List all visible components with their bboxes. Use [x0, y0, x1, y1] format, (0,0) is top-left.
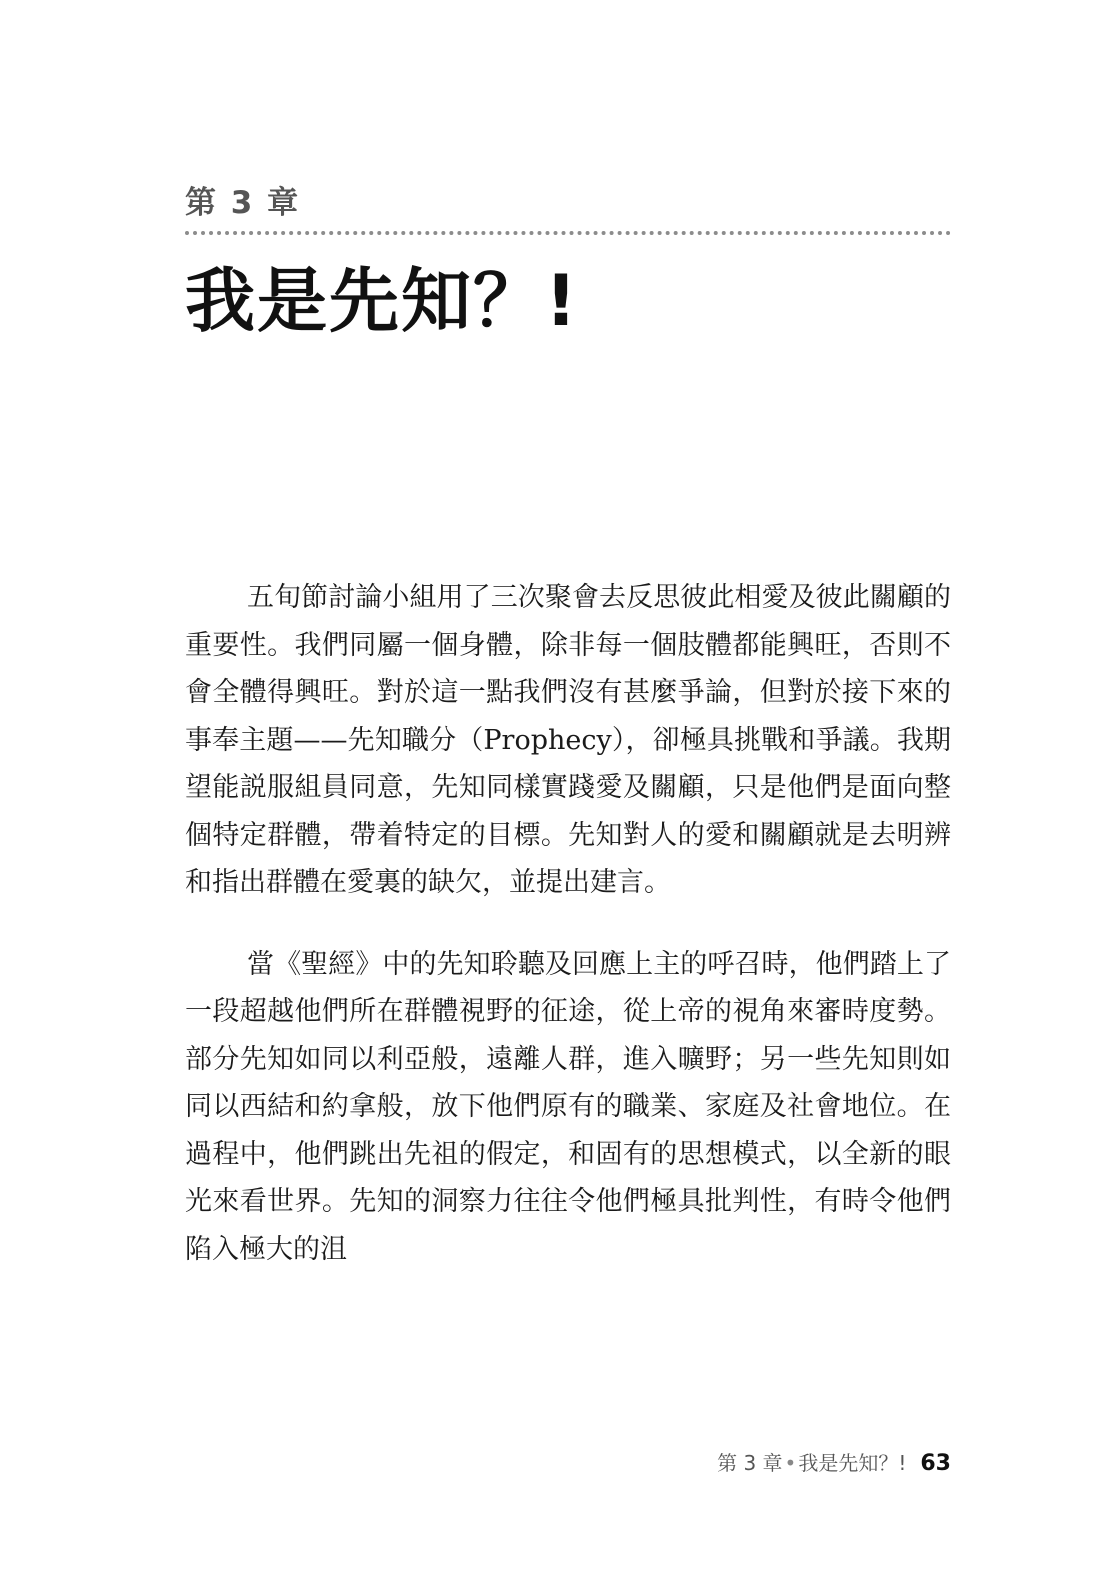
- paragraph: 當《聖經》中的先知聆聽及回應上主的呼召時，他們踏上了一段超越他們所在群體視野的征途，從上帝的視角來審時度勢。部分先知如同以利亞般，遠離人群，進入曠野；另一些先知則如同以西結和約拿般，放下他們原有的職業、家庭及社會地位。在過程中，他們跳出先祖的假定，和固有的思想模式，以全新的眼光來看世界。先知的洞察力往往令他們極具批判性，有時令他們陷入極大的沮: [185, 948, 951, 1265]
- page-number: 63: [920, 1451, 951, 1476]
- chapter-title: 我是先知？!: [185, 260, 579, 342]
- footer-separator: •: [784, 1451, 797, 1475]
- chapter-label: 第 3 章: [185, 185, 301, 221]
- footer-chapter: 第 3 章: [717, 1451, 783, 1475]
- paragraph: 五旬節討論小組用了三次聚會去反思彼此相愛及彼此關顧的重要性。我們同屬一個身體，除非每一個肢體都能興旺，否則不會全體得興旺。對於這一點我們沒有甚麼爭論，但對於接下來的事奉主題——先知職分（Prophecy），卻極具挑戰和爭議。我期望能説服組員同意，先知同樣實踐愛及關顧，只是他們是面向整個特定群體，帶着特定的目標。先知對人的愛和關顧就是去明辨和指出群體在愛裏的缺欠，並提出建言。: [185, 582, 951, 898]
- footer-title: 我是先知？!: [798, 1451, 907, 1475]
- body-text: [185, 574, 951, 1273]
- running-footer: [717, 1447, 951, 1480]
- chapter-divider: [185, 231, 951, 235]
